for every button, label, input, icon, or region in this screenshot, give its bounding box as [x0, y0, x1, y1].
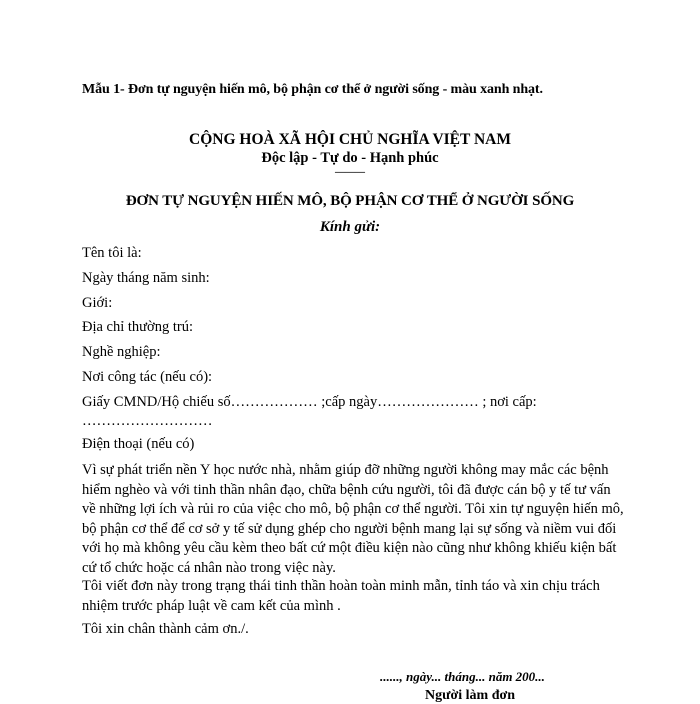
- field-name: Tên tôi là:: [82, 245, 142, 261]
- field-workplace: Nơi công tác (nếu có):: [82, 369, 213, 385]
- field-dob: Ngày tháng năm sinh:: [82, 270, 210, 286]
- body-paragraph-2: Tôi viết đơn này trong trạng thái tinh thần hoàn toàn minh mẫn, tỉnh táo và xin chịu trách nhiệm trước pháp luật về cam kết của mình .: [82, 578, 600, 614]
- salutation: Kính gửi:: [319, 219, 381, 235]
- date-line: ......, ngày... tháng... năm 200...: [380, 669, 545, 684]
- form-label: Mẫu 1- Đơn tự nguyện hiến mô, bộ phận cơ thể ở người sống - màu xanh nhạt.: [82, 82, 543, 97]
- signer-label: Người làm đơn: [425, 688, 516, 703]
- field-id-card: Giấy CMND/Hộ chiếu số……………… ;cấp ngày………………… ; nơi cấp:: [82, 394, 537, 410]
- country-name: CỘNG HOÀ XÃ HỘI CHỦ NGHĨA VIỆT NAM: [189, 131, 511, 148]
- body-paragraph-1: Vì sự phát triển nền Y học nước nhà, nhằm giúp đỡ những người không may mắc các bệnh hiểm nghèo và với tinh thần nhân đạo, chữa bệnh cứu người, tôi đã được cán bộ y tế tư vấn về những lợi ích và rủi ro của việc cho mô, bộ phận cơ thể người. Tôi xin tự nguyện hiến mô, bộ phận cơ thể để cơ sở y tế sử dụng ghép cho người bệnh mang lại sự sống và niềm vui đối với họ mà không yêu cầu kèm theo bất cứ một điều kiện nào cũng như không khiếu kiện bất cứ tổ chức hoặc cá nhân nào trong việc này.: [82, 462, 624, 576]
- field-address: Địa chỉ thường trú:: [82, 319, 193, 335]
- field-occupation: Nghề nghiệp:: [82, 344, 161, 360]
- field-gender: Giới:: [82, 295, 113, 311]
- document-title: ĐƠN TỰ NGUYỆN HIẾN MÔ, BỘ PHẬN CƠ THỂ Ở NGƯỜI SỐNG: [125, 193, 575, 209]
- field-id-card-continued: ………………………: [82, 413, 213, 429]
- header-separator: ———: [335, 167, 365, 178]
- national-motto: Độc lập - Tự do - Hạnh phúc: [261, 150, 439, 166]
- field-phone: Điện thoại (nếu có): [82, 436, 195, 452]
- body-paragraph-3: Tôi xin chân thành cảm ơn./.: [82, 621, 249, 637]
